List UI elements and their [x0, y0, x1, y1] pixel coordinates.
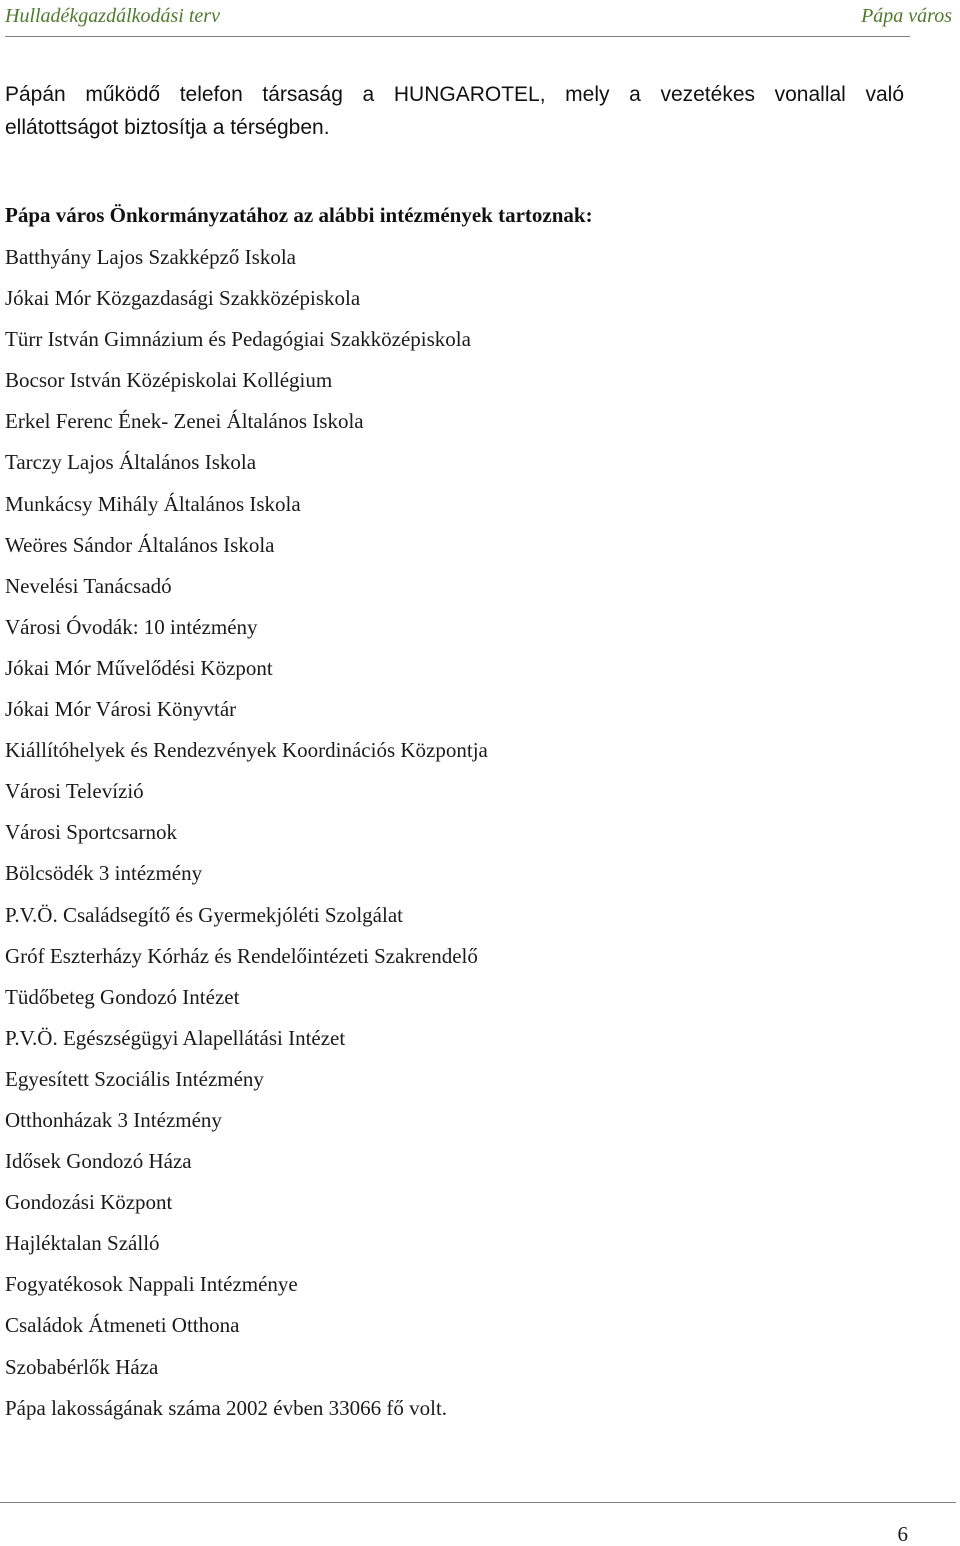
- institutions-heading: Pápa város Önkormányzatához az alábbi intézmények tartoznak:: [5, 203, 593, 227]
- list-item: Idősek Gondozó Háza: [5, 1149, 192, 1174]
- list-item: Fogyatékosok Nappali Intézménye: [5, 1272, 298, 1297]
- population-note: Pápa lakosságának száma 2002 évben 33066 fő volt.: [5, 1395, 448, 1420]
- intro-paragraph: [5, 78, 904, 144]
- list-item: Jókai Mór Városi Könyvtár: [5, 697, 237, 722]
- list-item: Tarczy Lajos Általános Iskola: [5, 450, 257, 475]
- intro-line-1: Pápán működő telefon társaság a HUNGAROTEL, mely a vezetékes vonallal való: [5, 83, 904, 106]
- list-item: Kiállítóhelyek és Rendezvények Koordinációs Központja: [5, 738, 488, 763]
- header-divider: [5, 36, 910, 37]
- list-item: Bölcsödék 3 intézmény: [5, 861, 203, 886]
- list-item: Türr István Gimnázium és Pedagógiai Szakközépiskola: [5, 327, 471, 352]
- page-number: 6: [897, 1522, 908, 1546]
- list-item: Jókai Mór Művelődési Központ: [5, 655, 273, 680]
- list-item: Hajléktalan Szálló: [5, 1231, 160, 1256]
- list-item: Szobabérlők Háza: [5, 1354, 159, 1379]
- list-item: Weöres Sándor Általános Iskola: [5, 532, 275, 557]
- list-item: Bocsor István Középiskolai Kollégium: [5, 368, 333, 393]
- list-item: Batthyány Lajos Szakképző Iskola: [5, 245, 297, 269]
- city-name: Pápa város: [861, 5, 952, 27]
- list-item: Városi Sportcsarnok: [5, 820, 178, 845]
- list-item: Gróf Eszterházy Kórház és Rendelőintézeti Szakrendelő: [5, 943, 478, 968]
- list-item: P.V.Ö. Családsegítő és Gyermekjóléti Szolgálat: [5, 902, 403, 927]
- document-title: Hulladékgazdálkodási terv: [5, 5, 220, 27]
- footer-divider: [0, 1502, 956, 1503]
- intro-line-2: ellátottságot biztosítja a térségben.: [5, 116, 330, 139]
- institutions-list: [5, 242, 488, 1434]
- list-item: Tüdőbeteg Gondozó Intézet: [5, 984, 240, 1009]
- list-item: P.V.Ö. Egészségügyi Alapellátási Intézet: [5, 1025, 346, 1050]
- list-item: Munkácsy Mihály Általános Iskola: [5, 491, 301, 516]
- list-item: Egyesített Szociális Intézmény: [5, 1066, 264, 1091]
- list-item: Nevelési Tanácsadó: [5, 573, 172, 598]
- list-item: Gondozási Központ: [5, 1190, 173, 1215]
- page-header: [5, 4, 952, 32]
- list-item: Városi Televízió: [5, 779, 144, 804]
- list-item: Családok Átmeneti Otthona: [5, 1313, 240, 1338]
- list-item: Jókai Mór Közgazdasági Szakközépiskola: [5, 286, 361, 311]
- list-item: Erkel Ferenc Ének- Zenei Általános Iskola: [5, 409, 364, 434]
- list-item: Városi Óvodák: 10 intézmény: [5, 614, 258, 639]
- list-item: Otthonházak 3 Intézmény: [5, 1107, 222, 1132]
